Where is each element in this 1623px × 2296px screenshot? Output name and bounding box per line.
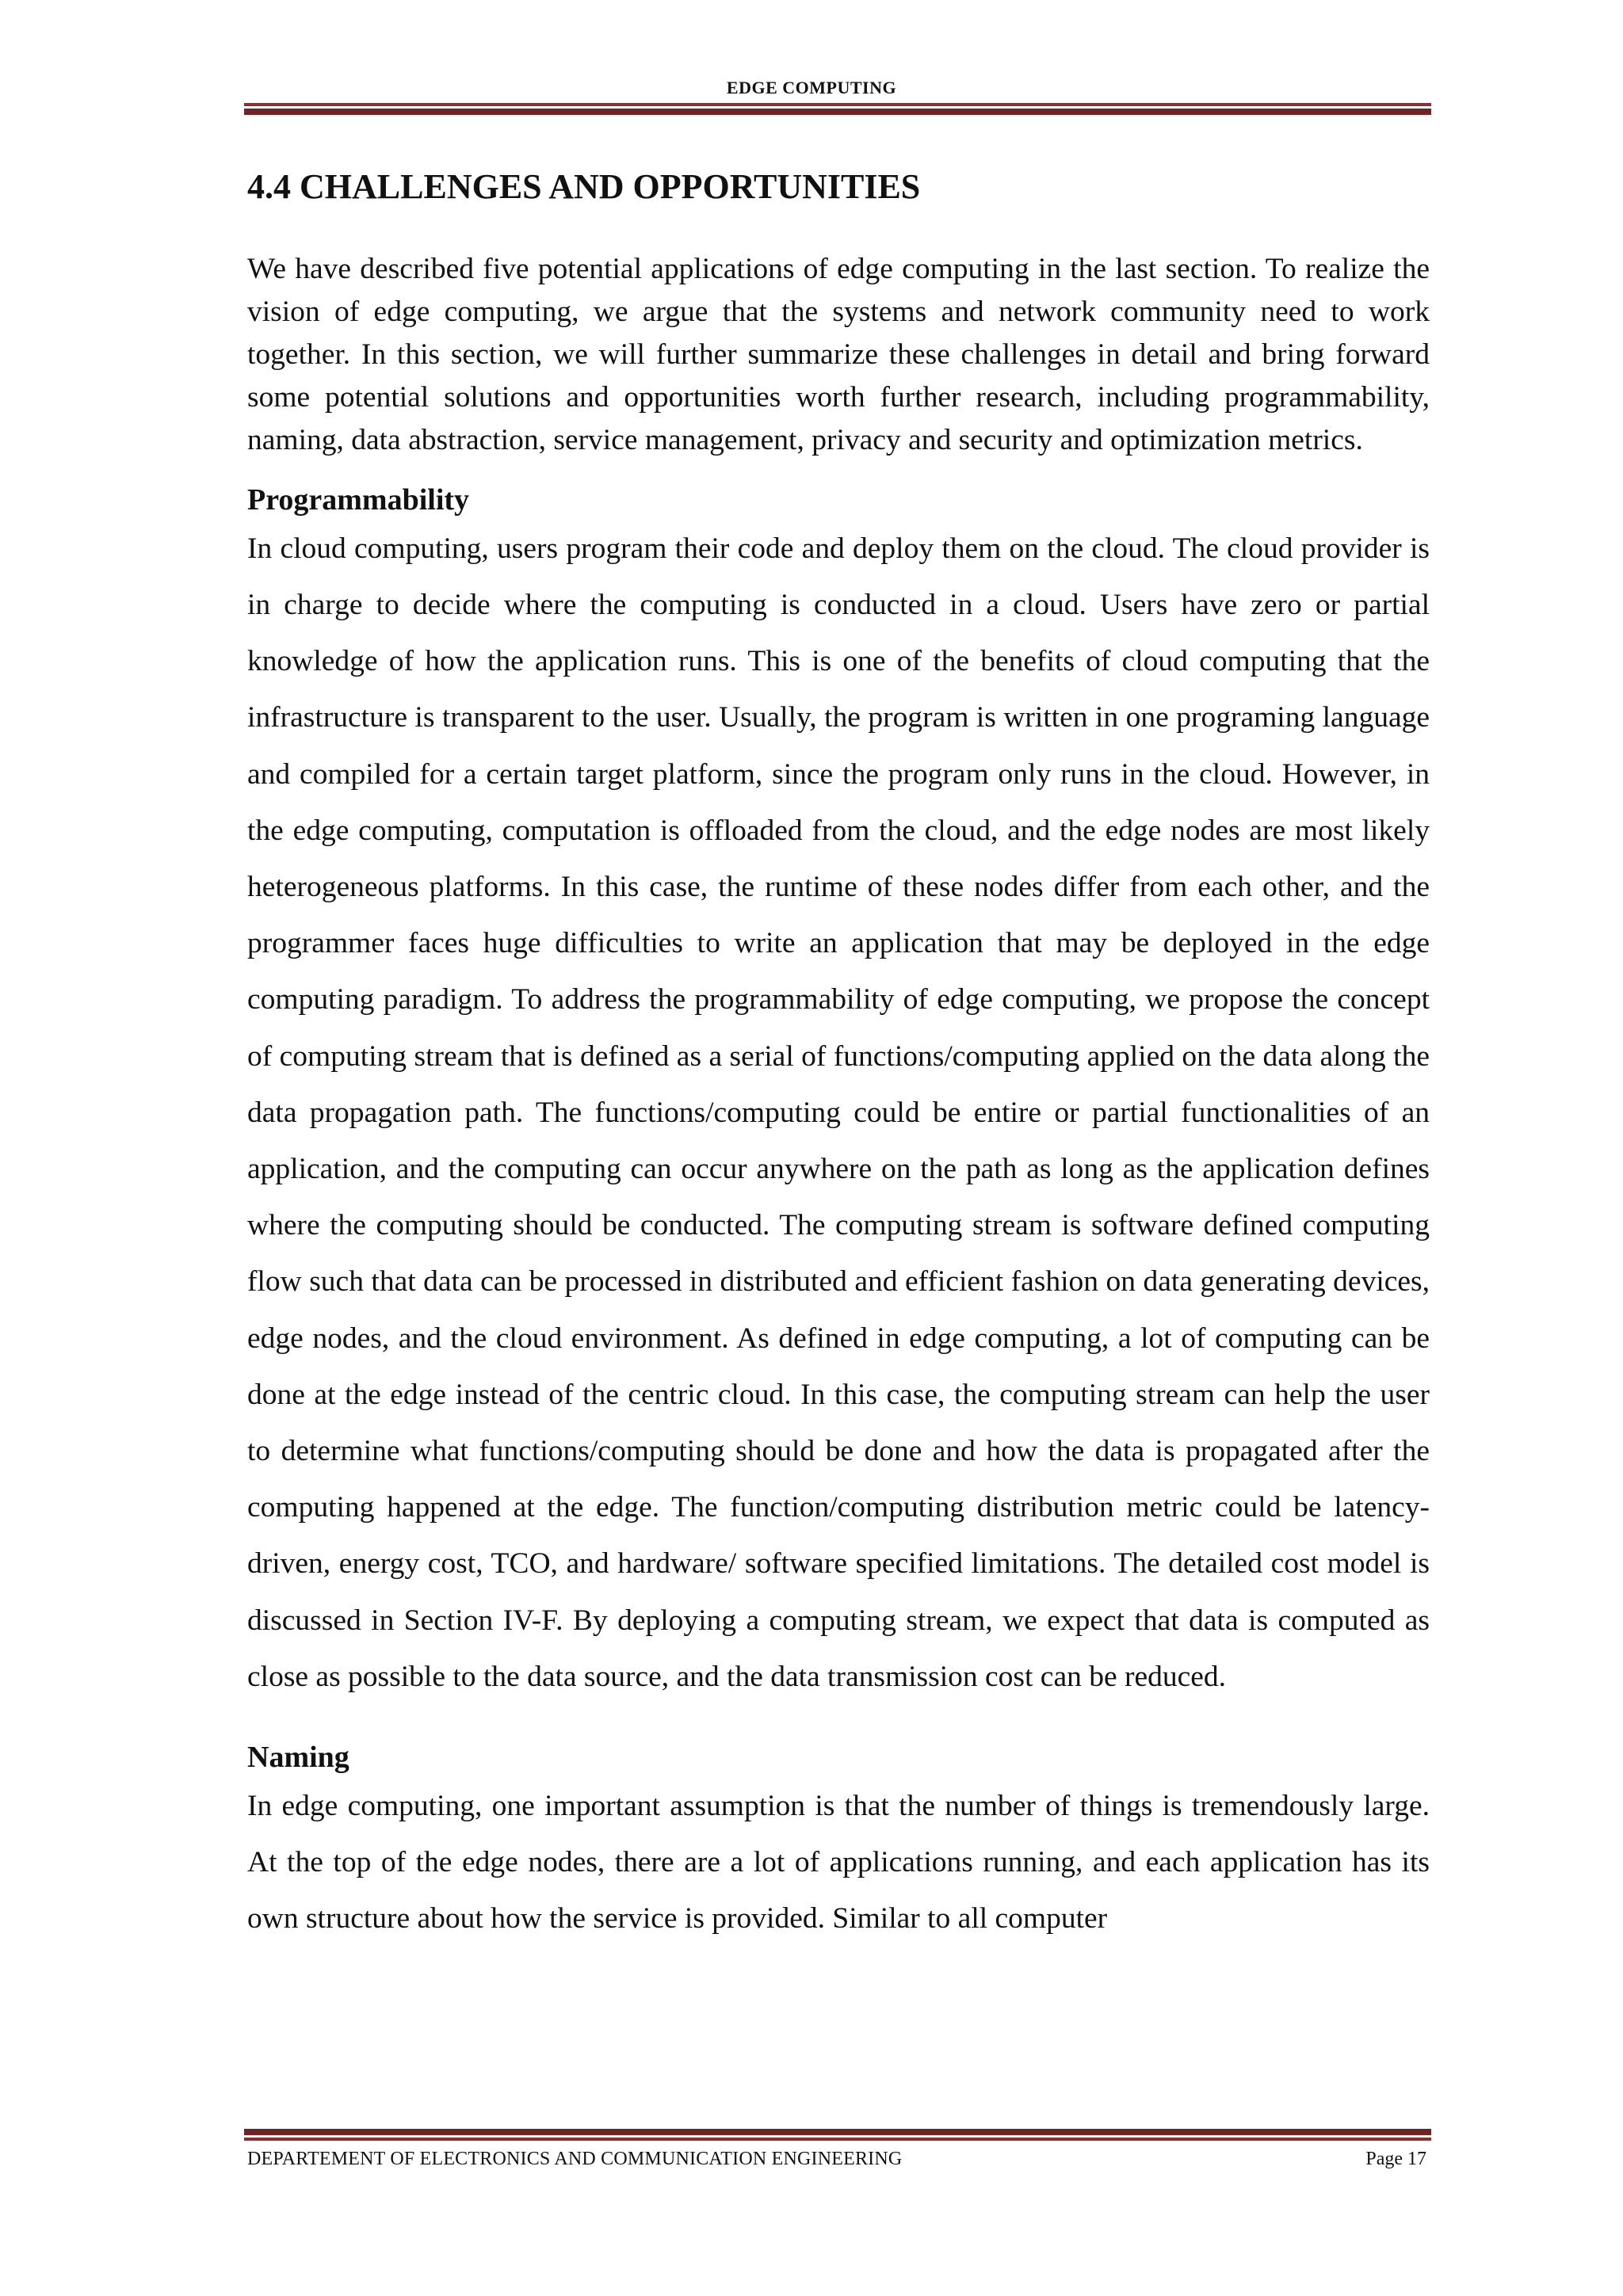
programmability-paragraph: In cloud computing, users program their code and deploy them on the cloud. The cloud provider is in charge to decide where the computing is conducted in a cloud. Users have zero or partial knowledge of how the application runs. This is one of the benefits of cloud computing that the infrastructure is transparent to the user. Usually, the program is written in one programing language and compiled for a certain target platform, since the program only runs in the cloud. However, in the edge computing, computation is offloaded from the cloud, and the edge nodes are most likely heterogeneous platforms. In this case, the runtime of these nodes differ from each other, and the programmer faces huge difficulties to write an application that may be deployed in the edge computing paradigm. To address the programmability of edge computing, we propose the concept of computing stream that is defined as a serial of functions/computing applied on the data along the data propagation path. The functions/computing could be entire or partial functionalities of an application, and the computing can occur anywhere on the path as long as the application defines where the computing should be conducted. The computing stream is software defined computing flow such that data can be processed in distributed and efficient fashion on data generating devices, edge nodes, and the cloud environment. As defined in edge computing, a lot of computing can be done at the edge instead of the centric cloud. In this case, the computing stream can help the user to determine what functions/computing should be done and how the data is propagated after the computing happened at the edge. The function/computing distribution metric could be latency-driven, energy cost, TCO, and hardware/ software specified limitations. The detailed cost model is discussed in Section IV-F. By deploying a computing stream, we expect that data is computed as close as possible to the data source, and the data transmission cost can be reduced. xyxy=(247,532,1430,1693)
footer-rule-thin xyxy=(244,2138,1431,2141)
subheading-naming: Naming xyxy=(247,1741,349,1775)
subheading-programmability: Programmability xyxy=(247,482,470,517)
running-header: EDGE COMPUTING xyxy=(726,78,897,97)
footer-rule-thick xyxy=(244,2129,1431,2135)
header-rule-thick xyxy=(244,109,1431,115)
section-heading: 4.4 CHALLENGES AND OPPORTUNITIES xyxy=(247,167,921,206)
page-content xyxy=(247,166,1430,1947)
naming-paragraph: In edge computing, one important assumption is that the number of things is tremendously large. At the top of the edge nodes, there are a lot of applications running, and each application has its own structure about how the service is provided. Similar to all computer xyxy=(247,1790,1430,1936)
header-rule-thin xyxy=(244,103,1431,106)
footer-department: DEPARTEMENT OF ELECTRONICS AND COMMUNICATION ENGINEERING xyxy=(247,2149,903,2169)
page-number: Page 17 xyxy=(1365,2149,1426,2169)
intro-paragraph: We have described five potential applications of edge computing in the last section. To realize the vision of edge computing, we argue that the systems and network community need to work together. In this section, we will further summarize these challenges in detail and bring forward some potential solutions and opportunities worth further research, including programmability, naming, data abstraction, service management, privacy and security and optimization metrics. xyxy=(247,252,1430,456)
